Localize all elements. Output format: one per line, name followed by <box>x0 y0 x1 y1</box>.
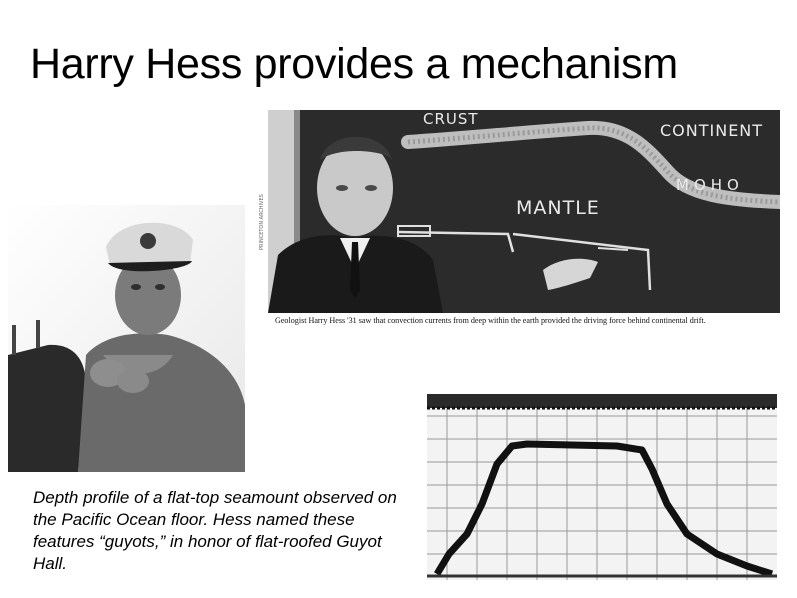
slide-title: Harry Hess provides a mechanism <box>30 40 678 88</box>
hess-chalkboard-photo <box>268 110 780 313</box>
depth-profile-chart <box>427 394 777 580</box>
navy-portrait <box>8 205 245 472</box>
photo-credit: PRINCETON ARCHIVES <box>259 194 265 250</box>
chalk-label-continent: CONTINENT <box>660 121 764 140</box>
chalkboard-drawing <box>268 110 780 313</box>
profile-caption: Depth profile of a flat-top seamount observed on the Pacific Ocean floor. Hess named these features “guyots,” in honor of flat-roofed Guyot Hall. <box>33 488 397 573</box>
chalk-label-crust: CRUST <box>423 110 479 128</box>
chalk-label-mantle: MANTLE <box>516 197 600 219</box>
chalk-label-moho: MOHO <box>676 176 744 194</box>
hess-navy-photo <box>8 205 245 472</box>
seamount-depth-profile <box>427 394 777 580</box>
hess-photo-caption: Geologist Harry Hess '31 saw that convection currents from deep within the earth provided the driving force behind continental drift. <box>275 316 706 325</box>
